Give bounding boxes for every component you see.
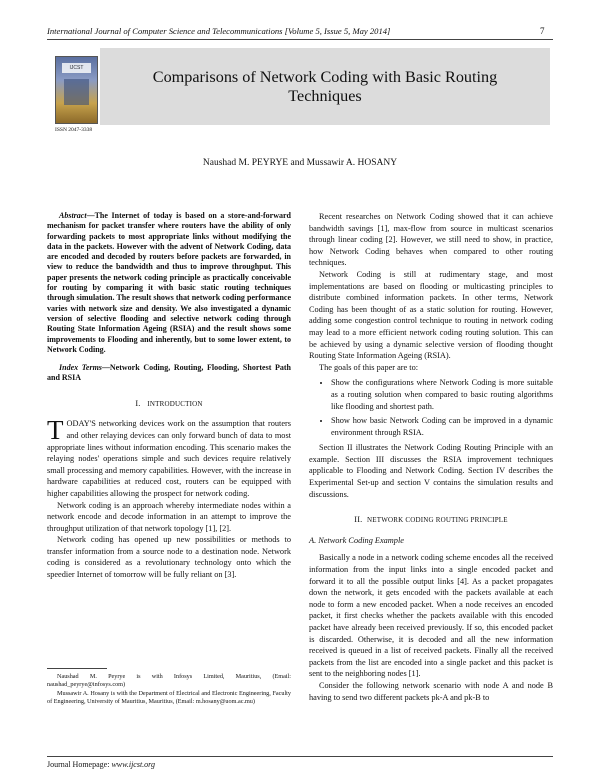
footer-divider — [47, 756, 553, 757]
issn: ISSN 2047-3338 — [55, 127, 93, 133]
index-terms-text: —Network Coding, Routing, Flooding, Shortest Path and RSIA — [47, 363, 291, 383]
page-number: 7 — [540, 26, 545, 36]
left-column — [47, 211, 291, 581]
header-divider — [47, 39, 553, 40]
footnote-1: Naushad M. Peyrye is with Infosys Limited, Mauritius, (Email: naushad_peyrye@infosys.com) — [47, 673, 291, 689]
journal-header: International Journal of Computer Science and Telecommunications [Volume 5, Issue 5, May 2014] — [47, 26, 391, 36]
journal-cover-icon — [55, 56, 98, 124]
subsection-heading-a: A. Network Coding Example — [309, 535, 404, 545]
right-paragraph-5: Basically a node in a network coding scheme encodes all the received information from the input links into a single encoded packet and forward it to all the possible output links [4]. As a packet propagates down the network, it gets encoded with the packets available at each node to form a new encoded packet. When a node receives an encoded packet, it first checks whether the packets available with this encoded packet have already been received previously. If so, this encoded packet is discarded. Otherwise, it is decoded and all the new information received is queued in a list of received packets. Finally all the received packets from the list are encoded into a single packet and this packet is sent to the neighboring nodes [1]. — [309, 553, 553, 679]
abstract-label: Abstract — [59, 211, 87, 220]
paper-title — [100, 48, 550, 125]
authors: Naushad M. PEYRYE and Mussawir A. HOSANY — [202, 158, 398, 168]
intro-paragraph-2: Network coding is an approach whereby intermediate nodes within a network encode and decode information in an attempt to improve the throughput utilization of that network topology [1], [2]. — [47, 500, 291, 533]
section-heading-ii — [309, 514, 553, 527]
section-heading-introduction — [47, 398, 291, 411]
section-number: II. — [354, 515, 363, 525]
section-title: INTRODUCTION — [147, 399, 203, 408]
title-line-1: Comparisons of Network Coding with Basic Routing — [152, 67, 498, 86]
footer-url[interactable]: www.ijcst.org — [111, 760, 155, 769]
right-column — [309, 211, 553, 703]
right-paragraph-6: Consider the following network scenario with node A and node B having to send two different packets pk-A and pk-B to — [309, 680, 553, 702]
abstract — [47, 211, 291, 355]
goals-list — [309, 377, 553, 438]
intro-paragraph-1: TODAY'S networking devices work on the assumption that routers and other relaying devices can only forward bunch of data to most appropriate lines without information encoding. This scenario makes the relaying nodes' operations simple and such devices require relatively small processing and memory capabilities. However, with the increase in hardware capabilities at reduced cost, routers can be equipped with higher capabilities allowing the prospect for network coding. — [47, 415, 291, 498]
dropcap: T — [47, 415, 64, 446]
right-paragraph-4: Section II illustrates the Network Coding Routing Principle with an example. Section III discusses the RSIA improvement techniques applicable to Flooding and Network Coding. Section IV describes the Experimental Set-up and section V contains the simulation results and discussions. — [309, 443, 553, 499]
right-paragraph-1: Recent researches on Network Coding showed that it can achieve bandwidth savings [1], max-flow from source in multicast scenarios through linear coding [2]. However, we still need to show, in practice, how Network Coding behaves when compared to other routing techniques. — [309, 212, 553, 268]
section-number: I. — [135, 398, 141, 408]
index-terms-label: Index Terms — [59, 363, 102, 373]
footnote-divider — [47, 668, 107, 669]
abstract-text: —The Internet of today is based on a store-and-forward mechanism for packet transfer where routers have the ability of only forwarding packets to most appropriate links without modifying the data in the packets. However with the advent of Network Coding, data are encoded and decoded by routers before packets are forwarded, in view to reduce the bandwidth and thus to improve throughput. This paper presents the network coding principle as practically conceivable for routing by comparing it with basic static routing techniques through simulation. The result shows that network coding performance varies with network size and density. We also investigated a dynamic version of selective flooding and selective network coding through Routing State Information Ageing (RSIA) and the result shows some improvements to Flooding and inherently, but to some lower extent, to Network Coding. — [47, 211, 291, 354]
title-line-2: Techniques — [288, 86, 362, 105]
section-title: NETWORK CODING ROUTING PRINCIPLE — [367, 516, 508, 525]
footnotes — [47, 673, 291, 707]
right-paragraph-2: Network Coding is still at rudimentary stage, and most implementations are based on flooding or multicasting principles to distribute combined information packets. In other terms, Network Coding has been thought of as a static solution for routing. However, adding some congestion control technique to routing in network coding may lead to a more efficient network coding routing solution. This can be achieved by using a dynamic selective version of flooding thought Routing State Information Ageing (RSIA). — [309, 269, 553, 361]
index-terms — [47, 363, 291, 384]
goal-item-2: • Show how basic Network Coding can be improved in a dynamic environment through RSIA. — [331, 415, 553, 438]
intro-paragraph-3: Network coding has opened up new possibilities or methods to transfer information from a source node to a destination node. Network coding is considered as a revolutionary technology onto which the speedier Internet of tomorrow will be fully reliant on [3]. — [47, 535, 291, 580]
goal-item-1: • Show the configurations where Network Coding is more suitable as a routing solution when compared to basic routing algorithms like flooding and shortest path. — [331, 377, 553, 412]
footer — [47, 760, 155, 769]
cover-graphic — [64, 79, 89, 105]
cover-label: IJCST — [62, 63, 91, 73]
right-paragraph-3: The goals of this paper are to: — [319, 362, 419, 372]
footnote-2: Mussawir A. Hosany is with the Department of Electrical and Electronic Engineering, Faculty of Engineering, University of Mauritius, Mauritius, (Email: m.hosany@uom.ac.mu) — [47, 689, 291, 706]
footer-label: Journal Homepage: — [47, 760, 110, 769]
